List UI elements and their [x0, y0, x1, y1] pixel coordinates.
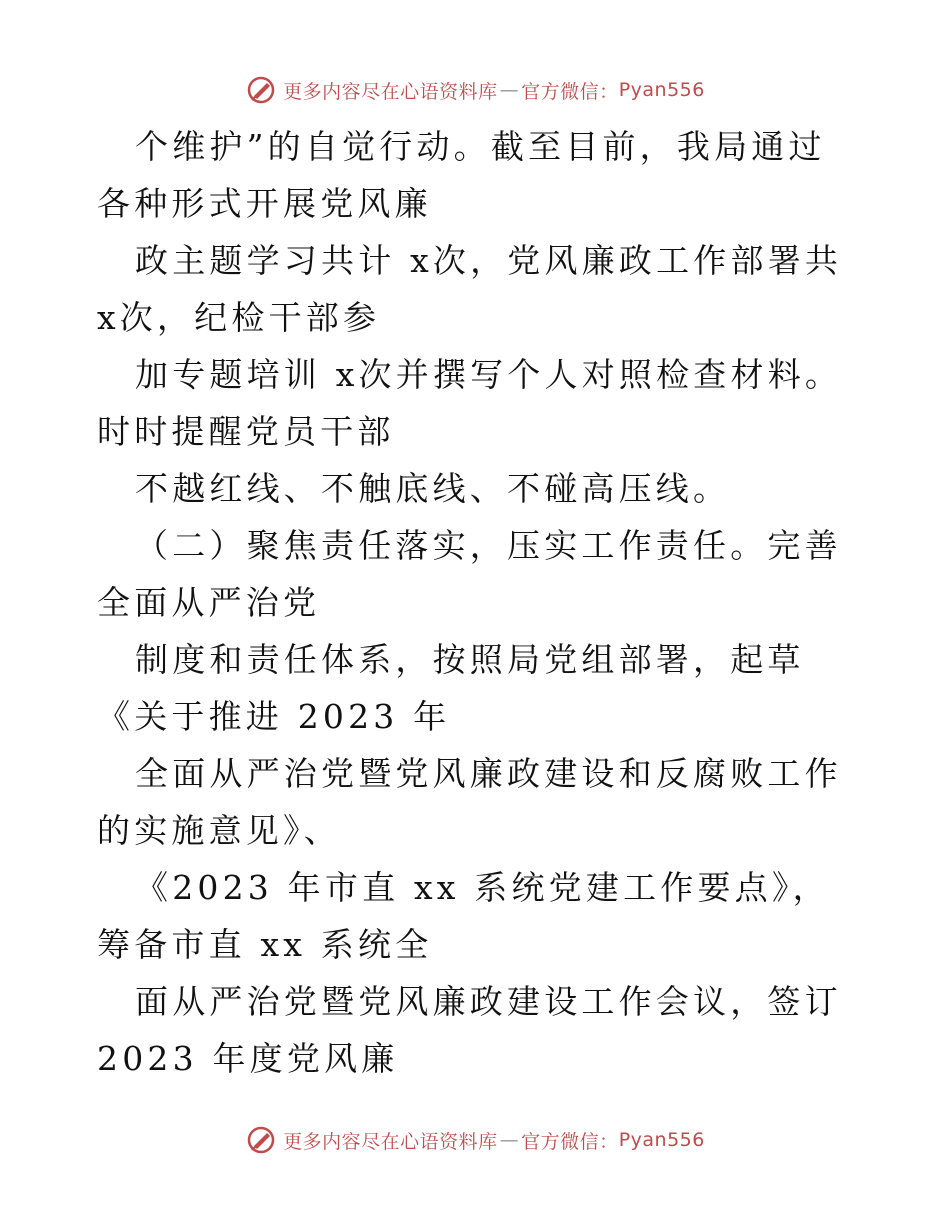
- header-brand-text: 更多内容尽在心语资料库: [283, 80, 498, 103]
- body-paragraph: 不越红线、不触底线、不碰高压线。: [135, 469, 731, 508]
- header-watermark-banner: [0, 70, 950, 110]
- body-paragraph: 全面从严治党暨党风廉政建设和反腐败工作的实施意见》、: [97, 754, 842, 850]
- body-paragraph: 面从严治党暨党风廉政建设工作会议，签订 2023 年度党风廉: [97, 982, 857, 1078]
- header-separator: —: [499, 79, 520, 101]
- body-paragraph: 《2023 年市直 xx 系统党建工作要点》，筹备市直 xx 系统全: [97, 868, 830, 964]
- body-paragraph: 个维护”的自觉行动。截至目前，我局通过各种形式开展党风廉: [97, 127, 826, 223]
- header-wechat-id: Pyan556: [618, 79, 705, 101]
- document-body: [97, 118, 857, 1087]
- footer-brand-text: 更多内容尽在心语资料库: [283, 1130, 498, 1153]
- footer-watermark-banner: [0, 1120, 950, 1160]
- footer-separator: —: [499, 1129, 520, 1151]
- footer-wechat-id: Pyan556: [618, 1129, 705, 1151]
- brush-logo-icon: [245, 1124, 277, 1156]
- body-paragraph: 制度和责任体系，按照局党组部署，起草《关于推进 2023 年: [97, 640, 805, 736]
- footer-contact-label: 官方微信：: [521, 1130, 619, 1153]
- header-contact-label: 官方微信：: [521, 80, 619, 103]
- body-paragraph: 加专题培训 x次并撰写个人对照检查材料。时时提醒党员干部: [97, 355, 843, 451]
- body-paragraph: 政主题学习共计 x次，党风廉政工作部署共 x次，纪检干部参: [97, 241, 857, 337]
- brush-logo-icon: [245, 74, 277, 106]
- body-paragraph: （二）聚焦责任落实，压实工作责任。完善全面从严治党: [97, 526, 842, 622]
